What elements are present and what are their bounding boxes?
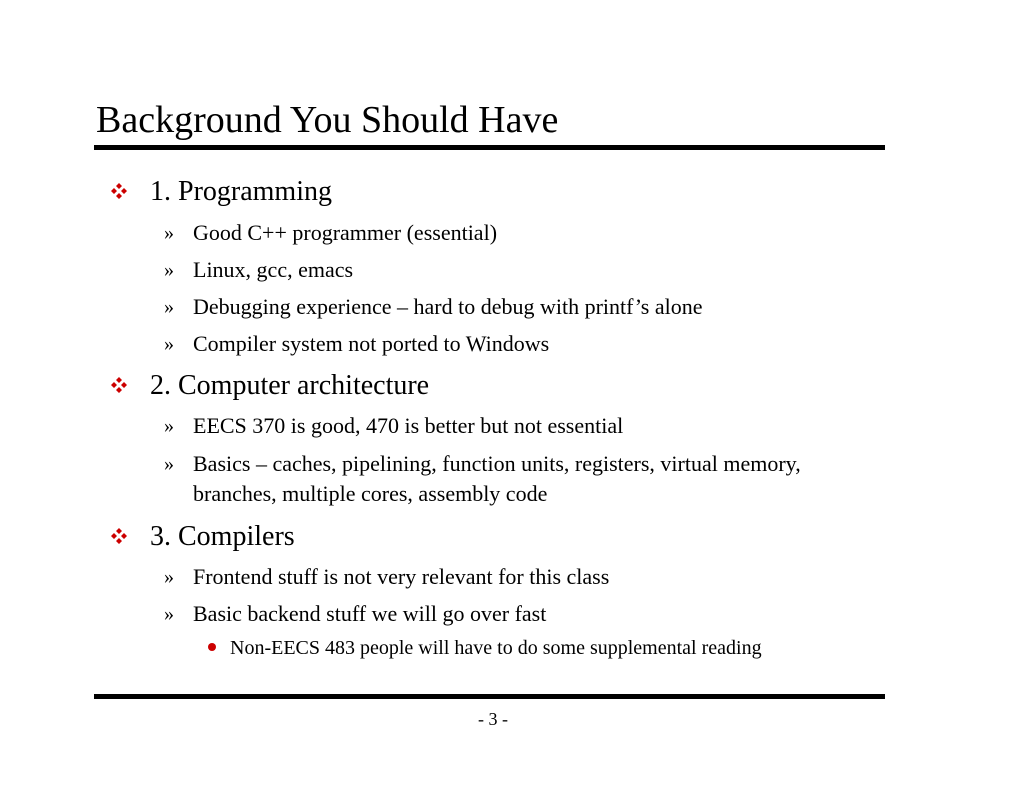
bullet-compilers	[150, 520, 295, 554]
chevron-marker-icon: »	[164, 333, 174, 355]
chevron-marker-icon: »	[164, 259, 174, 281]
list-item	[164, 292, 873, 322]
chevron-marker-icon: »	[164, 603, 174, 625]
list-item-text: Frontend stuff is not very relevant for this class	[193, 564, 610, 589]
chevron-marker-icon: »	[164, 415, 174, 437]
list-item-text: EECS 370 is good, 470 is better but not essential	[193, 413, 624, 438]
diamond-quad-icon	[110, 376, 128, 394]
diamond-quad-icon	[110, 182, 128, 200]
list-item-text: Basics – caches, pipelining, function units, registers, virtual memory, branches, multiple cores, assembly code	[193, 451, 801, 506]
sub-list-item-text: Non-EECS 483 people will have to do some supplemental reading	[230, 637, 762, 659]
list-item-text: Good C++ programmer (essential)	[193, 220, 498, 245]
slide-title: Background You Should Have	[96, 99, 559, 141]
list-item	[164, 449, 833, 509]
list-item	[164, 329, 873, 359]
bullet-label: 3. Compilers	[150, 521, 295, 552]
chevron-marker-icon: »	[164, 453, 174, 475]
list-item	[164, 411, 873, 441]
sub-list-item	[230, 634, 762, 662]
list-item-text: Linux, gcc, emacs	[193, 257, 354, 282]
round-bullet-icon	[208, 643, 216, 651]
list-item	[164, 599, 873, 629]
bullet-programming	[150, 175, 332, 209]
list-item-text: Debugging experience – hard to debug with printf’s alone	[193, 294, 703, 319]
list-item-text: Basic backend stuff we will go over fast	[193, 601, 547, 626]
bullet-label: 2. Computer architecture	[150, 370, 430, 401]
list-item	[164, 562, 873, 592]
title-divider	[94, 145, 885, 150]
page-number: - 3 -	[478, 709, 508, 729]
chevron-marker-icon: »	[164, 566, 174, 588]
chevron-marker-icon: »	[164, 222, 174, 244]
diamond-quad-icon	[110, 527, 128, 545]
chevron-marker-icon: »	[164, 296, 174, 318]
list-item-text: Compiler system not ported to Windows	[193, 331, 550, 356]
footer-divider	[94, 694, 885, 699]
bullet-label: 1. Programming	[150, 176, 332, 207]
list-item	[164, 218, 873, 248]
bullet-architecture	[150, 369, 429, 403]
list-item	[164, 255, 873, 285]
